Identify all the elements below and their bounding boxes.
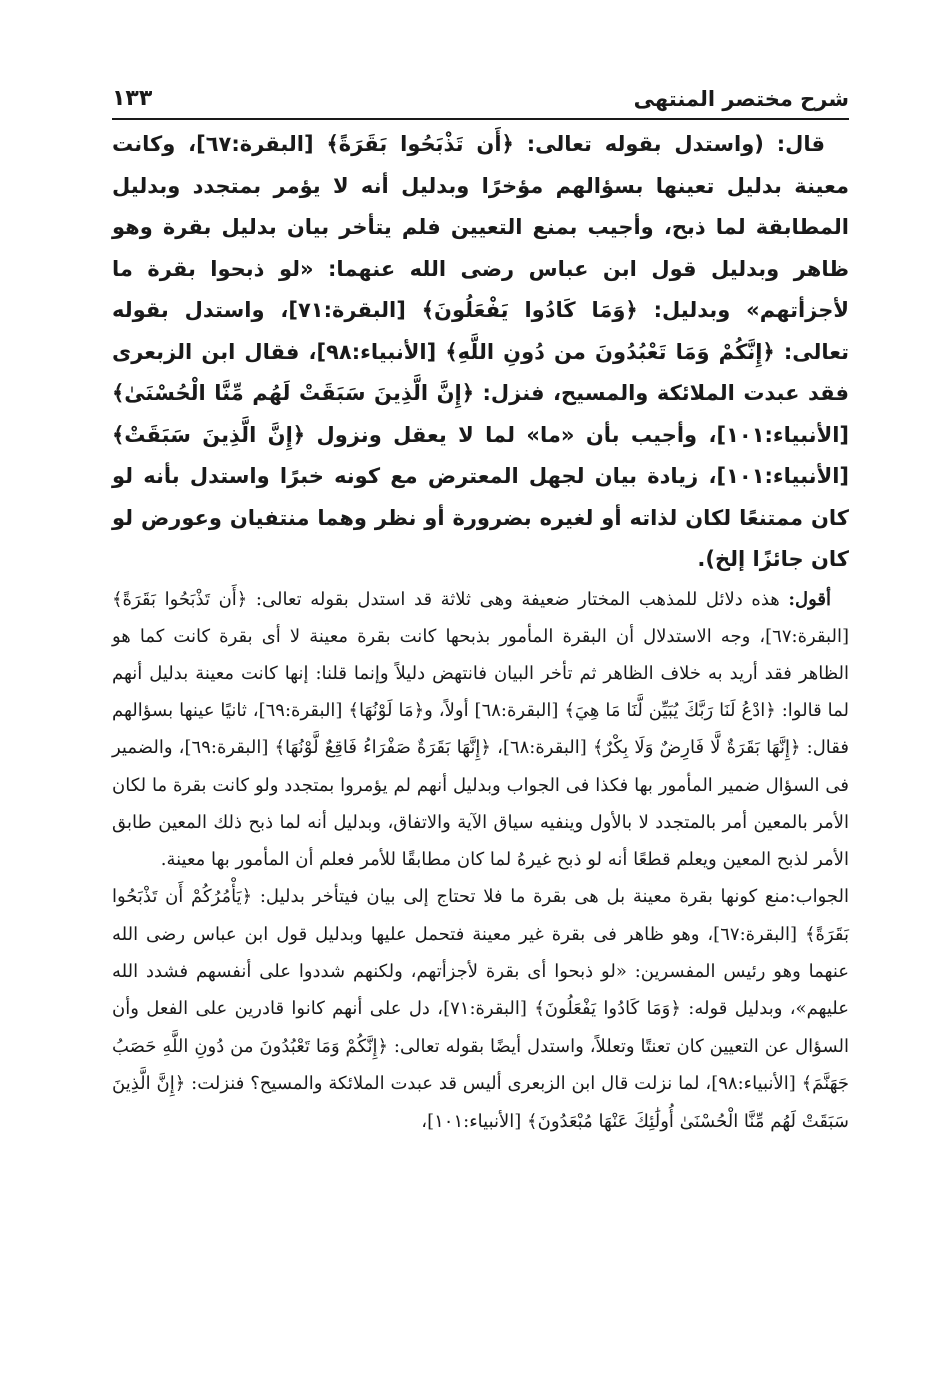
running-header — [112, 84, 849, 116]
answer-text: منع كونها بقرة معينة بل هى بقرة ما فلا تحتاج إلى بيان فيتأخر بدليل: ﴿يَأْمُرُكُمْ أَن تَذْبَحُوا بَقَرَةً﴾ [البقرة:٦٧]، وهو ظاهر فى بقرة غير معينة فتحمل عليها وبدليل قول ابن عباس رضى الله عنهما وهو رئيس المفسرين: «لو ذبحوا أى بقرة لأجزأتهم، ولكنهم شددوا على أنفسهم فشدد الله عليهم»، وبدليل قوله: ﴿وَمَا كَادُوا يَفْعَلُونَ﴾ [البقرة:٧١]، دل على أنهم كانوا قادرين على الفعل وأن السؤال عن التعيين كان تعنتًا وتعللاً، واستدل أيضًا بقوله تعالى: ﴿إِنَّكُمْ وَمَا تَعْبُدُونَ من دُونِ اللَّهِ حَصَبُ جَهَنَّمَ﴾ [الأنبياء:٩٨]، لما نزلت قال ابن الزبعرى أليس قد عبدت الملائكة والمسيح؟ فنزلت: ﴿إِنَّ الَّذِينَ سَبَقَتْ لَهُم مِّنَّا الْحُسْنَىٰ أُولَٰئِكَ عَنْهَا مُبْعَدُونَ﴾ [الأنبياء:١٠١]، — [112, 886, 850, 1132]
answer-paragraph — [112, 878, 849, 1140]
page-body — [112, 124, 849, 1140]
commentary-lead: أقول: — [788, 588, 831, 610]
commentary-text: هذه دلائل للمذهب المختار ضعيفة وهى ثلاثة قد استدل بقوله تعالى: ﴿أَن تَذْبَحُوا بَقَرَةً﴾ [البقرة:٦٧]، وجه الاستدلال أن البقرة المأمور بذبحها كانت بقرة معينة لا أى بقرة كانت كما هو الظاهر فقد أريد به خلاف الظاهر ثم تأخر البيان فانتهض دليلاً وإنما قلنا: إنها كانت معينة بدليل أنهم لما قالوا: ﴿ادْعُ لَنَا رَبَّكَ يُبَيِّن لَّنَا مَا هِيَ﴾ [البقرة:٦٨] أولاً، و﴿مَا لَوْنُهَا﴾ [البقرة:٦٩]، ثانيًا عينها بسؤالهم فقال: ﴿إِنَّهَا بَقَرَةٌ لَّا فَارِضٌ وَلَا بِكْرٌ﴾ [البقرة:٦٨]، ﴿إِنَّهَا بَقَرَةٌ صَفْرَاءُ فَاقِعٌ لَّوْنُهَا﴾ [البقرة:٦٩]، والضمير فى السؤال ضمير المأمور بها فكذا فى الجواب وبدليل أنهم لم يؤمروا بمتجدد ولو كانت بقرة ما لكان الأمر بالمعين أمر بالمتجدد لا بالأول وينفيه سياق الآية والاتفاق، وبدليل أنه لما ذبح ذلك المعين طابق الأمر لذبح المعين ويعلم قطعًا أنه لو ذبح غيرهُ لما كان مطابقًا للأمر فعلم أن المأمور بها معينة. — [112, 588, 850, 870]
answer-lead: الجواب: — [789, 886, 849, 908]
header-rule — [112, 118, 849, 120]
commentary-paragraph — [112, 581, 849, 879]
page-number: ١٣٣ — [112, 86, 153, 111]
quoted-text-paragraph: قال: (واستدل بقوله تعالى: ﴿أَن تَذْبَحُوا بَقَرَةً﴾ [البقرة:٦٧]، وكانت معينة بدليل تعينها بسؤالهم مؤخرًا وبدليل أنه لا يؤمر بمتجدد وبدليل المطابقة لما ذبح، وأجيب بمنع التعيين فلم يتأخر بيان بدليل بقرة وهو ظاهر وبدليل قول ابن عباس رضى الله عنهما: «لو ذبحوا بقرة ما لأجزأتهم» وبدليل: ﴿وَمَا كَادُوا يَفْعَلُونَ﴾ [البقرة:٧١]، واستدل بقوله تعالى: ﴿إِنَّكُمْ وَمَا تَعْبُدُونَ من دُونِ اللَّهِ﴾ [الأنبياء:٩٨]، فقال ابن الزبعرى فقد عبدت الملائكة والمسيح، فنزل: ﴿إِنَّ الَّذِينَ سَبَقَتْ لَهُم مِّنَّا الْحُسْنَىٰ﴾ [الأنبياء:١٠١]، وأجيب بأن «ما» لما لا يعقل ونزول ﴿إِنَّ الَّذِينَ سَبَقَتْ﴾ [الأنبياء:١٠١]، زيادة بيان لجهل المعترض مع كونه خبرًا واستدل بأنه لو كان ممتنعًا لكان لذاته أو لغيره بضرورة أو نظر وهما منتفيان وعورض لو كان جائزًا إلخ). — [112, 132, 849, 571]
header-title: شرح مختصر المنتهى — [633, 87, 849, 111]
